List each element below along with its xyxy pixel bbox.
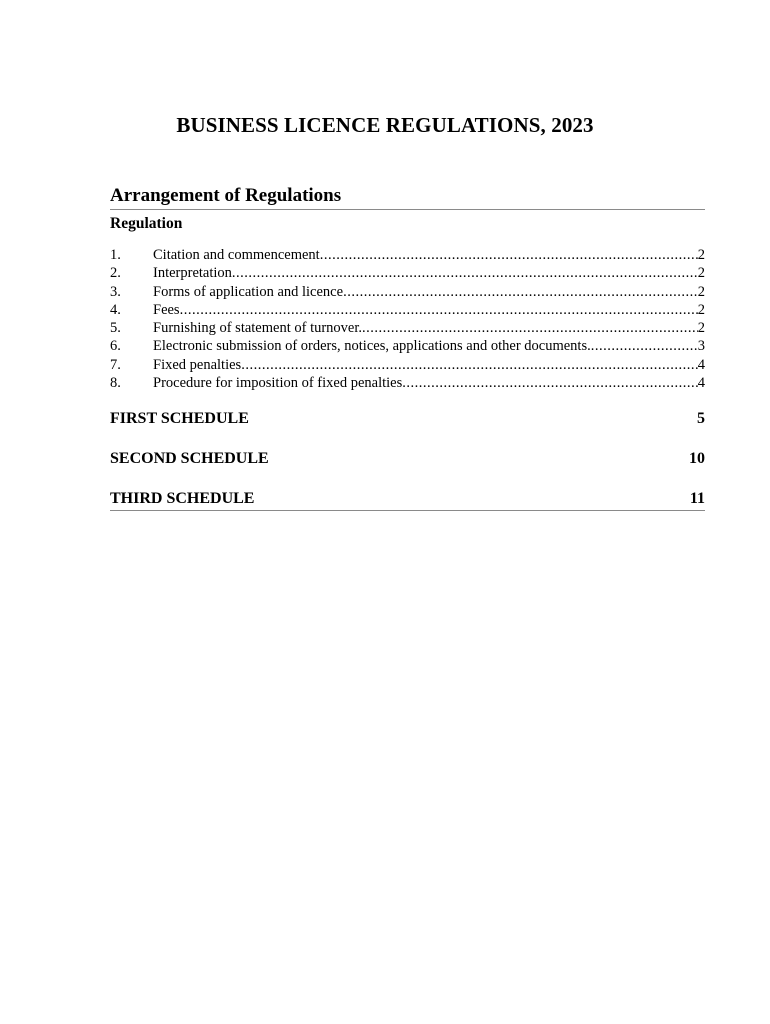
schedule-page: 10 — [689, 450, 705, 467]
toc-entry-title: Fixed penalties — [153, 356, 242, 373]
dot-leader — [232, 264, 698, 282]
toc-entry-title: Furnishing of statement of turnover. — [153, 320, 363, 337]
dot-leader — [241, 356, 698, 374]
toc-entry-number: 3. — [110, 283, 121, 300]
toc-entry-page: 2 — [697, 320, 705, 337]
toc-entry[interactable] — [110, 283, 705, 301]
toc-entry[interactable] — [110, 356, 705, 374]
toc-entry[interactable] — [110, 246, 705, 264]
toc-entry-number: 6. — [110, 338, 121, 355]
dot-leader — [180, 301, 698, 319]
toc-entry-number: 7. — [110, 356, 121, 373]
document-title: BUSINESS LICENCE REGULATIONS, 2023 — [176, 113, 594, 137]
toc-entry[interactable] — [110, 264, 705, 282]
arrangement-heading: Arrangement of Regulations — [110, 185, 705, 210]
toc-entry-number: 1. — [110, 247, 121, 263]
schedule-entry-first[interactable] — [110, 410, 705, 428]
schedule-title: SECOND SCHEDULE — [110, 450, 269, 467]
toc-entry-title: Electronic submission of orders, notices, applications and other documents. — [153, 338, 591, 355]
toc-entry-title: Fees — [153, 301, 180, 318]
dot-leader — [591, 337, 698, 355]
toc-entry-list — [110, 246, 705, 392]
regulation-column-label: Regulation — [110, 215, 183, 232]
toc-entry-page: 3 — [697, 338, 705, 355]
toc-entry-title: Interpretation — [153, 265, 232, 282]
schedule-entry-second[interactable] — [110, 450, 705, 468]
toc-entry-number: 5. — [110, 320, 121, 337]
schedule-entry-third[interactable] — [110, 490, 705, 511]
toc-entry[interactable] — [110, 337, 705, 355]
toc-entry-page: 4 — [697, 356, 705, 373]
toc-entry-page: 2 — [697, 247, 705, 263]
toc-entry-number: 2. — [110, 265, 121, 282]
schedule-title: FIRST SCHEDULE — [110, 410, 249, 427]
toc-entry[interactable] — [110, 319, 705, 337]
schedule-title: THIRD SCHEDULE — [110, 490, 255, 507]
toc-entry-page: 2 — [697, 265, 705, 282]
dot-leader — [362, 319, 698, 337]
toc-entry-page: 2 — [697, 301, 705, 318]
toc-entry-title: Procedure for imposition of fixed penalties — [153, 375, 403, 392]
toc-entry[interactable] — [110, 301, 705, 319]
toc-entry-number: 8. — [110, 375, 121, 392]
toc-entry-number: 4. — [110, 301, 121, 318]
schedule-page: 5 — [697, 410, 705, 427]
toc-entry-page: 4 — [697, 375, 705, 392]
toc-entry-title: Forms of application and licence — [153, 283, 344, 300]
toc-entry-title: Citation and commencement — [153, 247, 320, 263]
schedule-page: 11 — [689, 490, 705, 507]
toc-entry-page: 2 — [697, 283, 705, 300]
dot-leader — [320, 246, 698, 264]
toc-entry[interactable] — [110, 374, 705, 392]
dot-leader — [343, 283, 698, 301]
dot-leader — [402, 374, 697, 392]
